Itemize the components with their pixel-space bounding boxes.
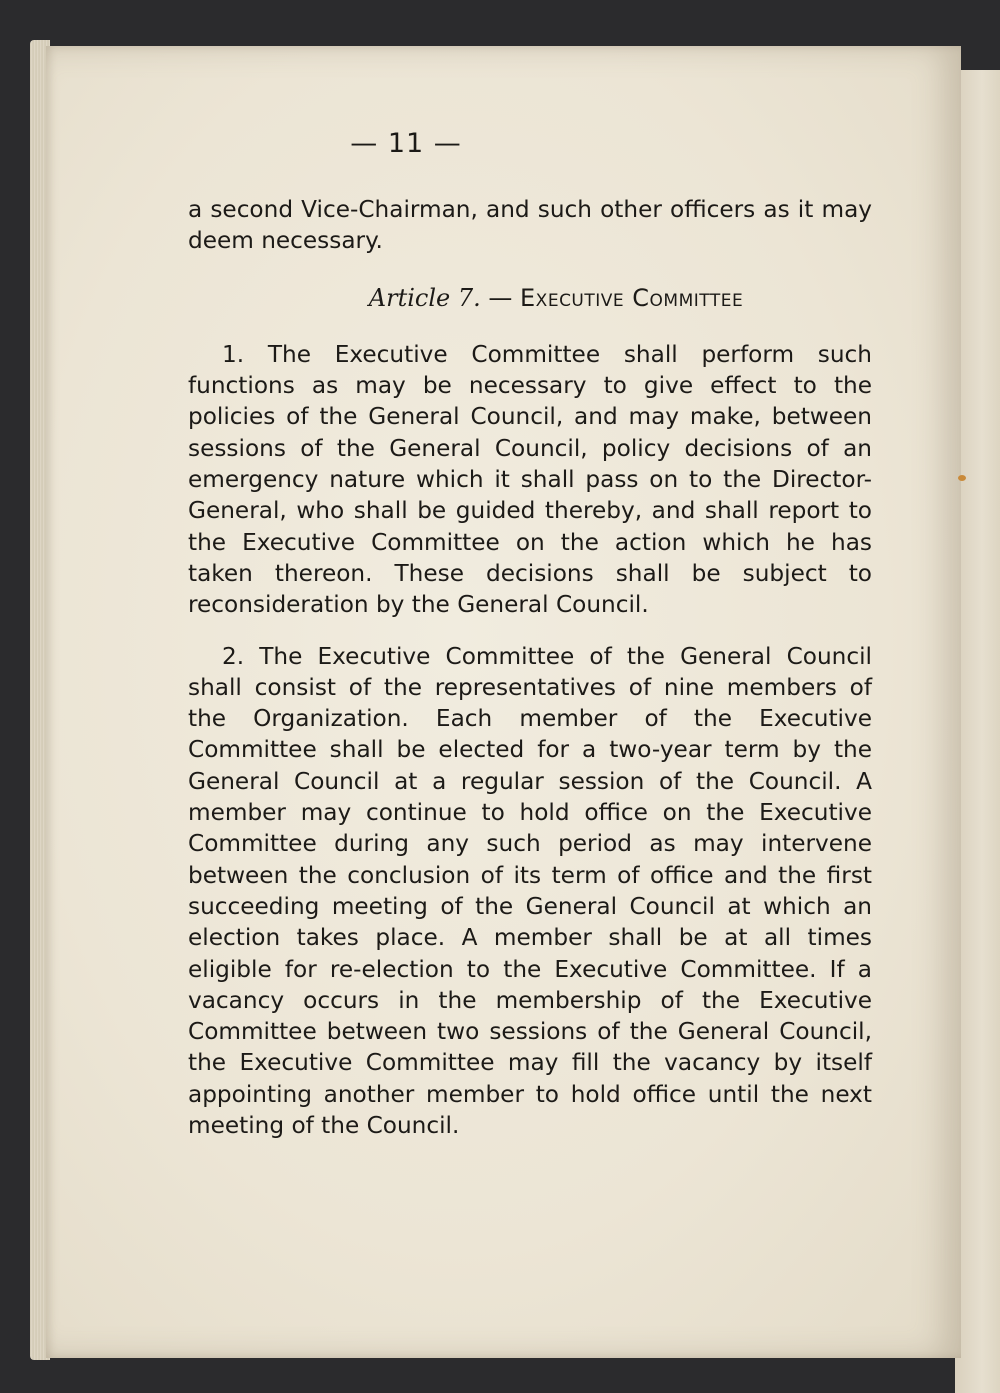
paragraph-2: 2. The Executive Committee of the General Council shall consist of the representatives of nine members of the Organization. Each member of the Executive Committee shall be elected for a two-year term by the General Council at a regular session of the Council. A member may continue to hold office on the Executive Committee during any such period as may intervene between the conclusion of its term of office and the first succeeding meeting of the General Council at which an election takes place. A member shall be at all times eligible for re-election to the Executive Committee. If a vacancy occurs in the membership of the Executive Committee between two sessions of the General Council, the Executive Committee may fill the vacancy by itself appointing another member to hold office until the next meeting of the Council.	[188, 642, 872, 1140]
facing-page-edge	[955, 70, 1000, 1393]
page-number: — 11 —	[350, 128, 462, 159]
article-number: Article 7.	[368, 283, 481, 312]
article-title: Executive Committee	[520, 283, 744, 312]
heading-dash: —	[480, 283, 521, 312]
article-heading	[188, 283, 872, 314]
document-page	[46, 46, 961, 1358]
continuation-paragraph: a second Vice-Chairman, and such other officers as it may deem necessary.	[188, 196, 872, 255]
page-mark	[958, 475, 966, 481]
paragraph-1: 1. The Executive Committee shall perform such functions as may be necessary to give effect to the policies of the General Council, and may make, between sessions of the General Council, policy decisions of an emergency nature which it shall pass on to the Director-General, who shall be guided thereby, and shall report to the Executive Committee on the action which he has taken thereon. These decisions shall be subject to reconsideration by the General Council.	[188, 340, 872, 619]
page-body	[188, 194, 872, 1161]
